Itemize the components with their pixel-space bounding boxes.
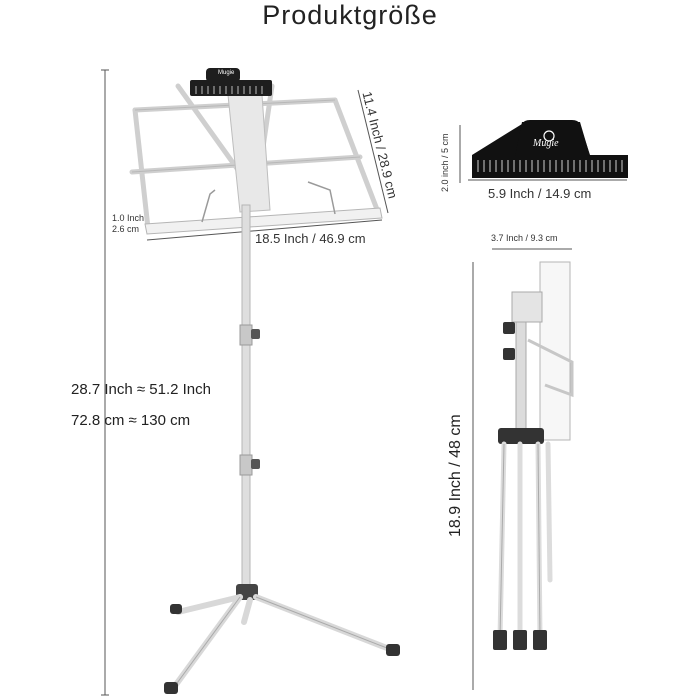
lip-inch-label: 1.0 Inch: [112, 213, 145, 223]
clip-detail: [472, 120, 628, 178]
total-height-cm-label: 72.8 cm ≈ 130 cm: [71, 412, 191, 429]
clip-height-label: 2.0 inch / 5 cm: [440, 133, 450, 192]
lip-cm-label: 2.6 cm: [112, 224, 140, 234]
total-height-inch-label: 28.7 Inch ≈ 51.2 Inch: [71, 381, 211, 398]
desk-width-label: 18.5 Inch / 46.9 cm: [255, 231, 366, 246]
clip-logo: Mugie: [533, 138, 559, 149]
stand-clip-logo: Mugie: [218, 70, 235, 76]
desk-height-label: 11.4 Inch / 28.9 cm: [359, 90, 401, 200]
clip-width-label: 5.9 Inch / 14.9 cm: [488, 186, 592, 201]
folded-width-label: 3.7 Inch / 9.3 cm: [491, 233, 558, 243]
folded-stand: [493, 262, 572, 650]
page-title: Produktgröße: [262, 0, 438, 30]
folded-height-label: 18.9 Inch / 48 cm: [447, 414, 464, 537]
